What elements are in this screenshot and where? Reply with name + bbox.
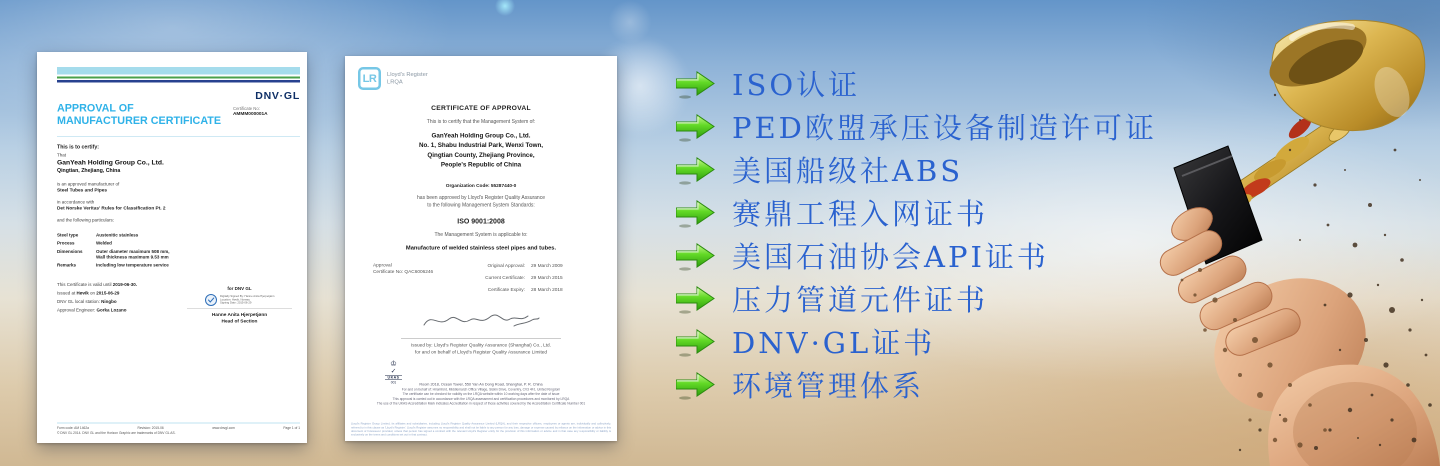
list-item-pressure-pipe[interactable] [676,283,1157,317]
list-item-ped[interactable] [676,111,1157,145]
list-item-label: 压力管道元件证书 [732,283,989,317]
form-code: Form code: AM 1462a [57,426,89,430]
applicable-line: The Management System is applicable to: [434,232,528,238]
arrow-right-icon [676,198,716,228]
approved-lines: has been approved by Lloyd's Register Quality Assurance to the following Management System Standards: [417,195,545,208]
legal-disclaimer: Lloyd's Register Group Limited, its affiliates and subsidiaries, including Lloyd's Register Quality Assurance Limited (LRQA), and their respective officers, employees or agents are, individually and collectively, referred to in this clause as 'Lloyd's Register'. Lloyd's Register assumes no responsibility and shall not be liable to any person for any loss, damage or expense caused by reliance on the information or advice in this document or howsoever provided, unless that person has signed a contract with the relevant Lloyd's Register entity for the provision of this information or advice and in that case any responsibility or liability is exclusively on the terms and conditions set out in that contract. [351,422,611,437]
list-item-label: ISO认证 [732,68,861,102]
arrow-right-icon [676,370,716,400]
rules: Det Norske Veritas' Rules for Classification Pt. 2 [57,205,166,211]
lrqa-certificate-title: CERTIFICATE OF APPROVAL [431,104,531,112]
particulars-table [57,233,217,269]
list-item-saiding[interactable] [676,197,1157,231]
approved-line: is an approved manufacturer of [57,181,120,187]
signature-line [187,309,292,310]
date-row: Original Approval: 29 March 2009 [487,263,563,269]
engineer-line: Approval Engineer: Gorka Lozano [57,307,127,313]
table-row: Process Welded [57,240,112,246]
ukas-accreditation-mark: ♔ ✓ UKAS 001 [381,360,406,385]
scope-statement: Manufacture of welded stainless steel pipes and tubes. [405,245,557,251]
organization-code: Organization Code: 55287440-0 [445,183,517,189]
list-item-label: DNV·GL证书 [732,326,936,360]
list-item-label: 环境管理体系 [732,369,925,403]
website: www.dnvgl.com [212,426,235,430]
for-dnv-gl-label: for DNV GL [227,286,252,291]
table-row: Steel type Austenitic stainless [57,232,139,238]
company-name: GanYeah Holding Group Co., Ltd. [57,158,164,166]
signature-rule [401,338,561,339]
company-address-block: GanYeah Holding Group Co., Ltd. No. 1, Shabu Industrial Park, Wenxi Town, Qingtian County, Zhejiang Province, People's Republic of China [418,132,544,169]
product: Steel Tubes and Pipes [57,187,108,193]
stamp-text: Digitally Signed By: Hanne Anita Hjerpetjønn Location: Høvik, Norway Signing Date: 2015-06-29 [220,294,275,305]
standard-name: ISO 9001:2008 [457,217,505,225]
dnv-gl-certificate [37,52,307,443]
date-row: Current Certificate: 29 March 2015 [485,275,563,281]
valid-until-line: This Certificate is valid until 2019-06-30. [57,282,138,288]
certificate-no-value: AMMM000001A [233,111,268,117]
list-item-label: 赛鼎工程入网证书 [732,197,989,231]
list-item-label: 美国石油协会API证书 [732,240,1049,274]
divider [57,136,300,137]
list-item-api[interactable] [676,240,1157,274]
arrow-right-icon [676,284,716,314]
list-item-iso[interactable] [676,68,1157,102]
issued-line: Issued at Høvik on 2015-06-29 [57,290,120,296]
table-row: Dimensions Outer diameter maximum 508 mm, Wall thickness maximum 9.53 mm [57,248,170,260]
lloyds-register-brand: Lloyd's Register LRQA [387,71,428,85]
handwritten-signature [345,309,617,334]
list-item-environment[interactable] [676,369,1157,403]
signature-block [187,286,292,325]
date-row: Certificate Expiry: 28 March 2018 [487,287,563,293]
arrow-right-icon [676,69,716,99]
list-item-label: PED欧盟承压设备制造许可证 [732,111,1157,145]
certificate-no-label: Certificate No: [233,106,260,111]
arrow-right-icon [676,112,716,142]
copyright: © DNV GL 2014. DNV GL and the Horizon Graphic are trademarks of DNV GL AS. [57,431,176,435]
list-item-label: 美国船级社ABS [732,154,964,188]
certification-list [676,68,1157,412]
certify-heading: This is to certify: [57,144,100,150]
page-number: Page 1 of 1 [283,426,300,430]
dnv-certificate-title: APPROVAL OF MANUFACTURER CERTIFICATE [57,102,222,127]
station-line: DNV GL local station: Ningbo [57,299,117,305]
lrqa-footer: Room 2018, Ocean Tower, 550 Yan An Dong Road, Shanghai, P. R. China For and on behalf of: Hiramford, Middlemarch Office Village, Siskin Drive, Coventry, CV3 4FJ, United Kingdom The certificate can be checked for validity on the LRQA website within 10 working days after the date of issue This approval is carried out in accordance with the LRQA assessment and certification procedures and monitored by LRQA The use of the UKAS Accreditation Mark indicates Accreditation in respect of those activities covered by the Accreditation Certificate Number 001 [376,382,586,406]
issued-by-lines: Issued by: Lloyd's Register Quality Assurance (Shanghai) Co., Ltd. for and on behalf of Lloyd's Register Quality Assurance Limited [410,342,552,356]
accordance-line: in accordance with [57,199,95,205]
particulars-line: and the following particulars: [57,217,115,223]
approval-dates [459,263,563,299]
checkmark-icon: ✓ [390,367,397,375]
lrqa-certificate [345,56,617,441]
dnv-gl-logo: DNV·GL [255,90,300,102]
trophy-hand-photo [1140,0,1440,466]
that-label: That [57,152,67,158]
signer-title: Head of Section [221,318,258,325]
bokeh-light [608,0,652,44]
arrow-right-icon [676,155,716,185]
revision: Revision: 2015-06 [137,426,164,430]
company-location: Qingtian, Zhejiang, China [57,167,121,174]
list-item-abs[interactable] [676,154,1157,188]
table-row: Remarks Including low temperature service [57,262,169,268]
lloyds-register-logo: LR [358,67,381,90]
arrow-right-icon [676,241,716,271]
approval-certificate-no: Approval Certificate No: QAC6006246 [373,262,434,275]
list-item-dnv-gl[interactable] [676,326,1157,360]
digital-signature-stamp-icon [205,294,218,307]
dnv-footer [57,423,300,436]
signer-name: Hanne Anita Hjerpetjønn [211,312,268,318]
dnv-header-stripes [57,67,300,83]
crown-icon: ♔ [390,359,397,368]
certify-line: This is to certify that the Management System of: [426,119,536,125]
arrow-right-icon [676,327,716,357]
